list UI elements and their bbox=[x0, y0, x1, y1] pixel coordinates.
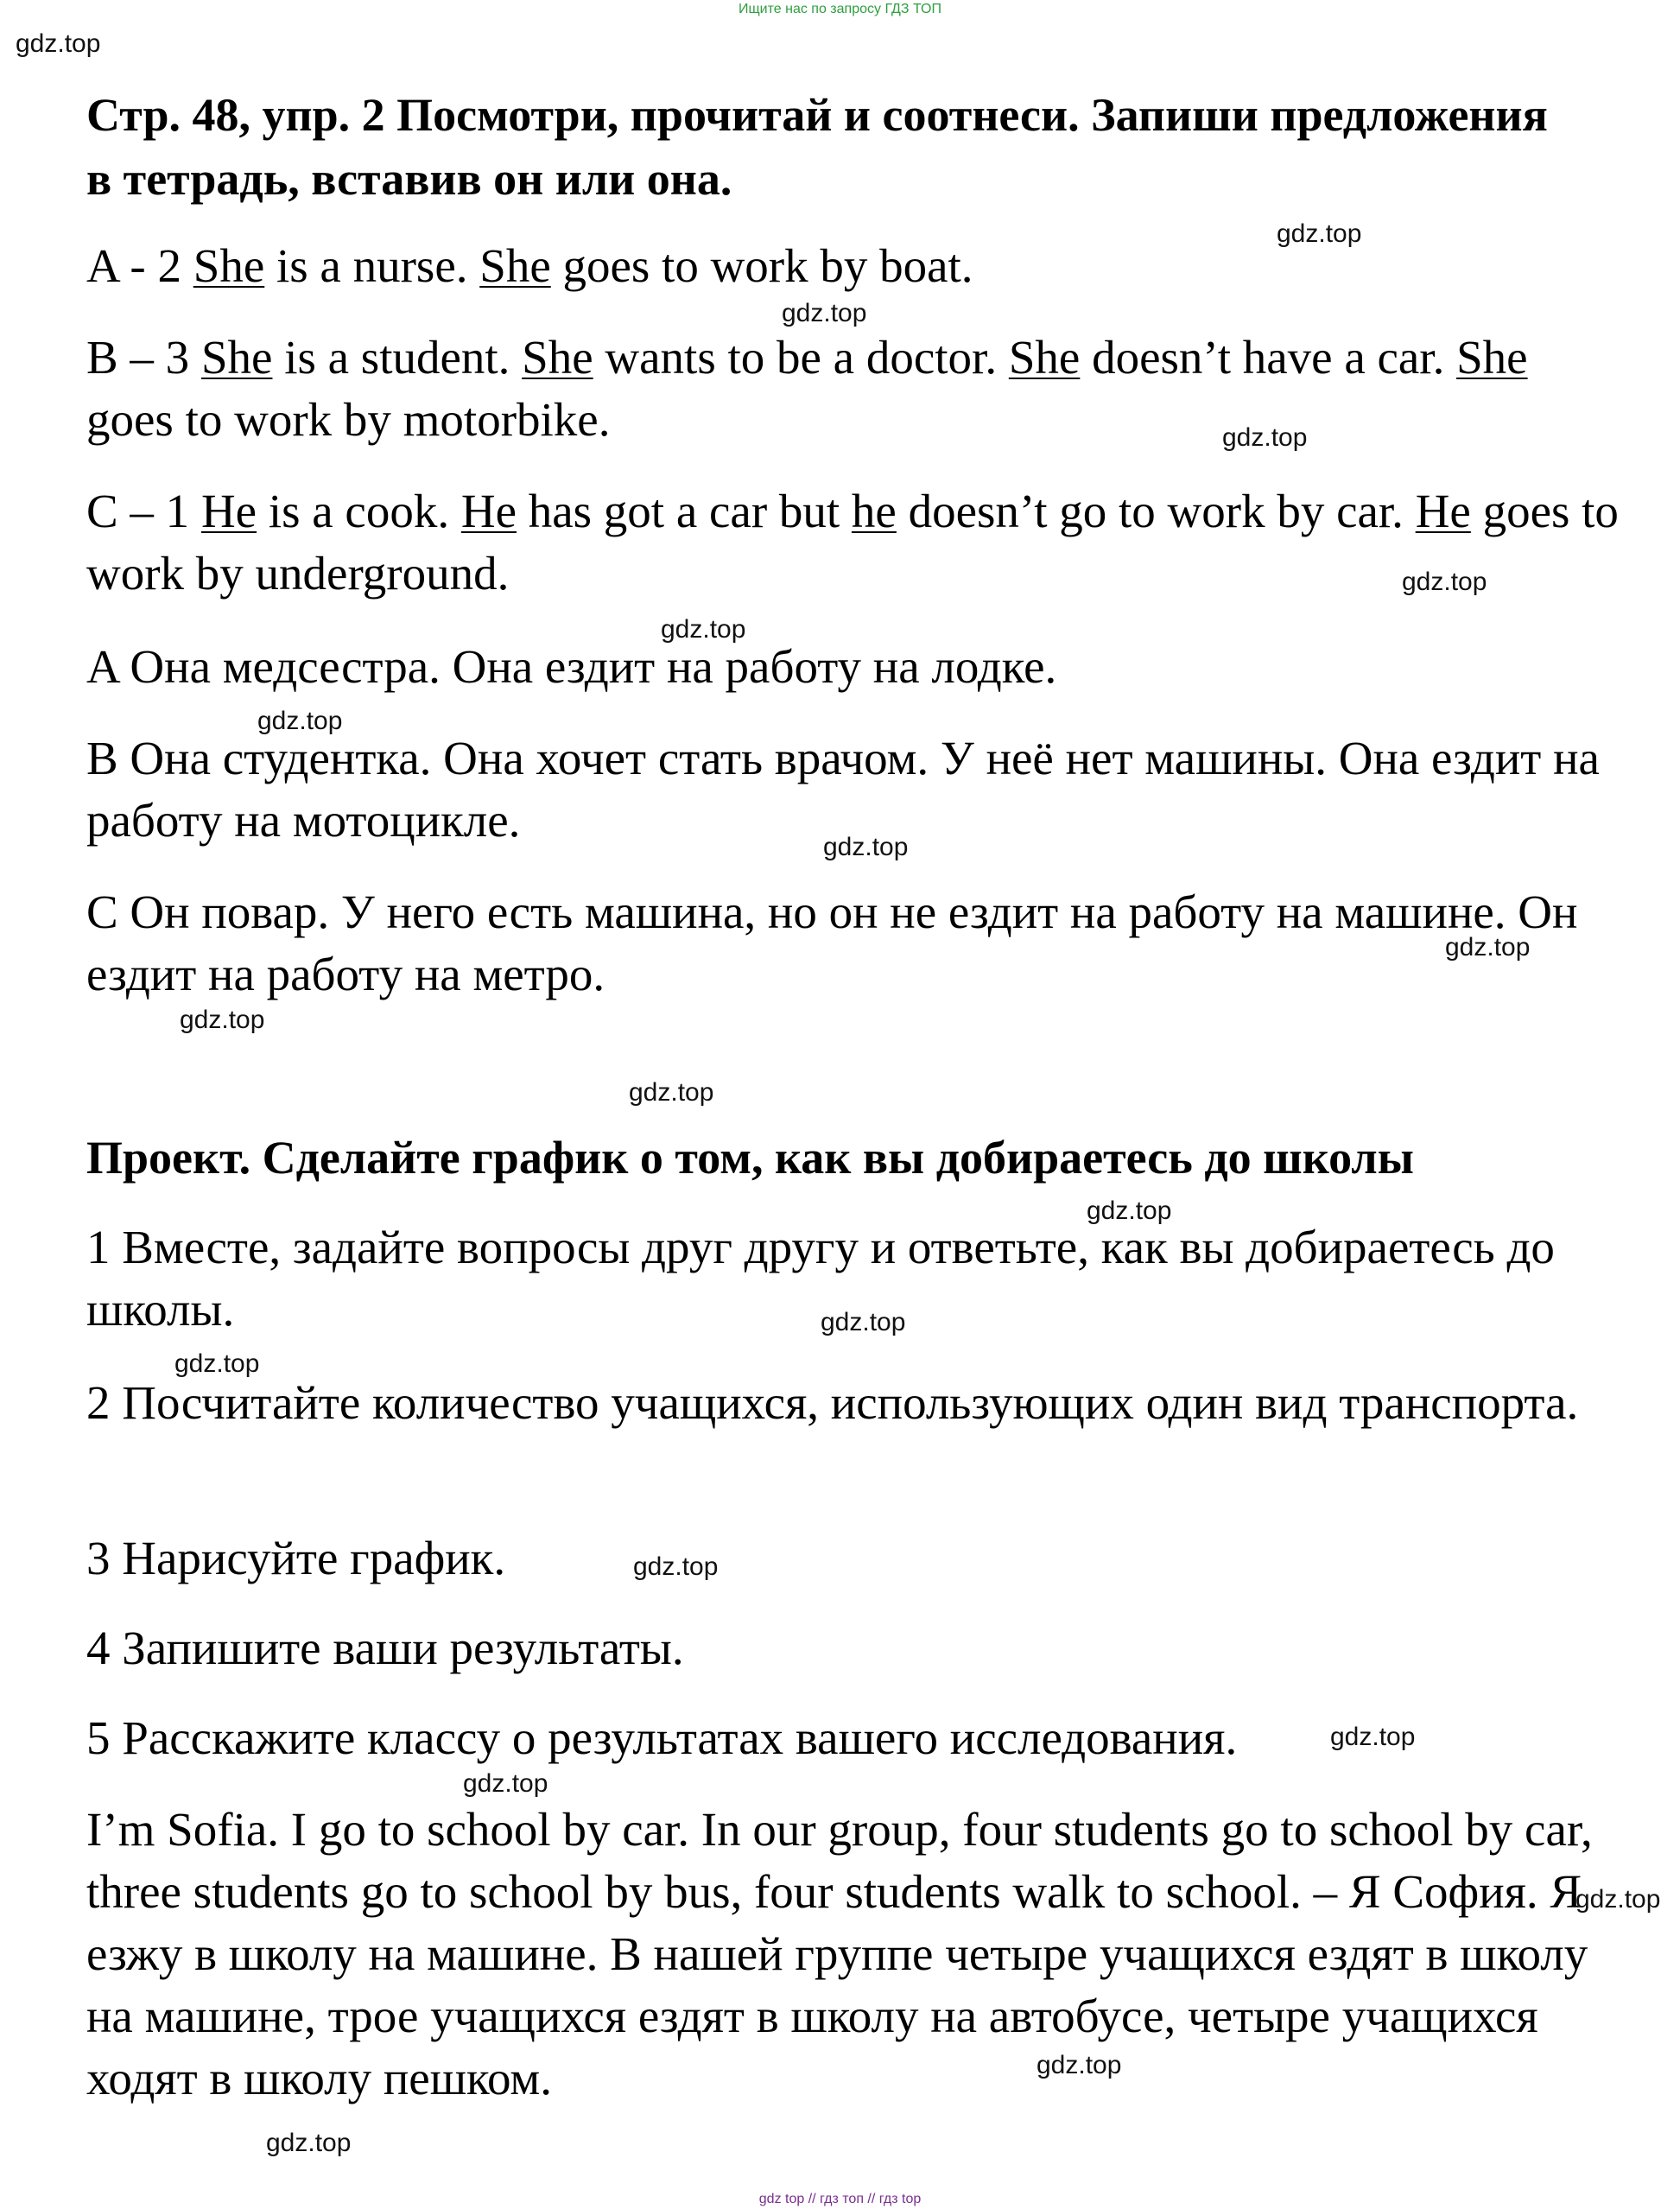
translation-b: B Она студентка. Она хочет стать врачом. У неё нет машины. Она ездит на работу на мотоцикле. bbox=[86, 732, 1600, 847]
answer-c bbox=[86, 480, 1624, 605]
sentence-text: doesn’t go to work by car. bbox=[908, 485, 1404, 537]
pronoun: She bbox=[200, 331, 273, 384]
sentence-text: wants to be a doctor. bbox=[605, 331, 998, 384]
sentence-text: goes to work by underground. bbox=[86, 485, 1619, 600]
watermark: gdz.top bbox=[257, 707, 343, 735]
project-step-1: 1 Вместе, задайте вопросы друг другу и ответьте, как вы добираетесь до школы. bbox=[86, 1221, 1555, 1336]
watermark: gdz.top bbox=[1330, 1723, 1416, 1751]
watermark: gdz.top bbox=[629, 1078, 714, 1107]
project-answer: I’m Sofia. I go to school by car. In our group, four students go to school by car, three students go to school by bus, four students walk to school. – Я София. Я езжу в школу на машине. В нашей группе четыре учащихся ездят в школу на машине, трое учащихся ездят в школу на автобусе, четыре учащихся ходят в школу пешком. bbox=[86, 1803, 1593, 2104]
sentence-text: is a cook. bbox=[268, 485, 450, 537]
pronoun: She bbox=[1008, 331, 1081, 384]
watermark: gdz.top bbox=[1575, 1885, 1661, 1914]
pronoun: he bbox=[851, 485, 897, 537]
answer-label: C – 1 bbox=[86, 485, 190, 537]
answer-a bbox=[86, 235, 1624, 297]
search-hint-banner[interactable]: Ищите нас по запросу ГДЗ ТОП bbox=[739, 2, 941, 16]
watermark: gdz.top bbox=[180, 1006, 265, 1034]
answer-label: A - 2 bbox=[86, 239, 181, 292]
watermark: gdz.top bbox=[1277, 219, 1362, 248]
watermark: gdz.top bbox=[633, 1552, 719, 1581]
pronoun: She bbox=[479, 239, 551, 292]
answer-b bbox=[86, 327, 1624, 451]
project-title: Проект. Сделайте график о том, как вы добираетесь до школы bbox=[86, 1132, 1414, 1184]
footer-links[interactable]: gdz top // гдз топ // гдз top bbox=[758, 2192, 922, 2206]
watermark: gdz.top bbox=[821, 1308, 906, 1336]
watermark: gdz.top bbox=[1222, 423, 1308, 452]
watermark: gdz.top bbox=[1037, 2051, 1122, 2079]
translation-a: A Она медсестра. Она ездит на работу на лодке. bbox=[86, 640, 1057, 693]
pronoun: He bbox=[200, 485, 257, 537]
sentence-text: is a student. bbox=[284, 331, 510, 384]
pronoun: He bbox=[460, 485, 517, 537]
answer-label: B – 3 bbox=[86, 331, 190, 384]
pronoun: She bbox=[1456, 331, 1528, 384]
translation-c: C Он повар. У него есть машина, но он не ездит на работу на машине. Он ездит на работу на метро. bbox=[86, 886, 1578, 1000]
step-text: 3 Нарисуйте график. bbox=[86, 1532, 506, 1584]
watermark: gdz.top bbox=[823, 833, 909, 861]
watermark: gdz.top bbox=[1445, 933, 1531, 962]
sentence-text: has got a car but bbox=[528, 485, 840, 537]
pronoun: He bbox=[1415, 485, 1471, 537]
watermark: gdz.top bbox=[661, 615, 746, 644]
project-step-4: 4 Запишите ваши результаты. bbox=[86, 1622, 684, 1674]
pronoun: She bbox=[193, 239, 265, 292]
sentence-text: goes to work by motorbike. bbox=[86, 393, 611, 446]
watermark: gdz.top bbox=[1402, 568, 1487, 596]
project-step-3 bbox=[86, 1527, 1624, 1590]
watermark: gdz.top bbox=[463, 1769, 548, 1798]
watermark: gdz.top bbox=[1087, 1197, 1172, 1225]
project-step-2: 2 Посчитайте количество учащихся, использующих один вид транспорта. bbox=[86, 1376, 1579, 1429]
sentence-text: goes to work by boat. bbox=[562, 239, 973, 292]
watermark: gdz.top bbox=[174, 1349, 260, 1378]
watermark: gdz.top bbox=[782, 299, 867, 327]
exercise-title: Стр. 48, упр. 2 Посмотри, прочитай и соотнеси. Запиши предложения в тетрадь, вставив он или она. bbox=[86, 89, 1548, 205]
step-text: 5 Расскажите классу о результатах вашего исследования. bbox=[86, 1711, 1238, 1764]
watermark: gdz.top bbox=[16, 29, 101, 58]
pronoun: She bbox=[522, 331, 593, 384]
sentence-text: doesn’t have a car. bbox=[1092, 331, 1445, 384]
watermark: gdz.top bbox=[266, 2129, 352, 2157]
sentence-text: is a nurse. bbox=[276, 239, 468, 292]
